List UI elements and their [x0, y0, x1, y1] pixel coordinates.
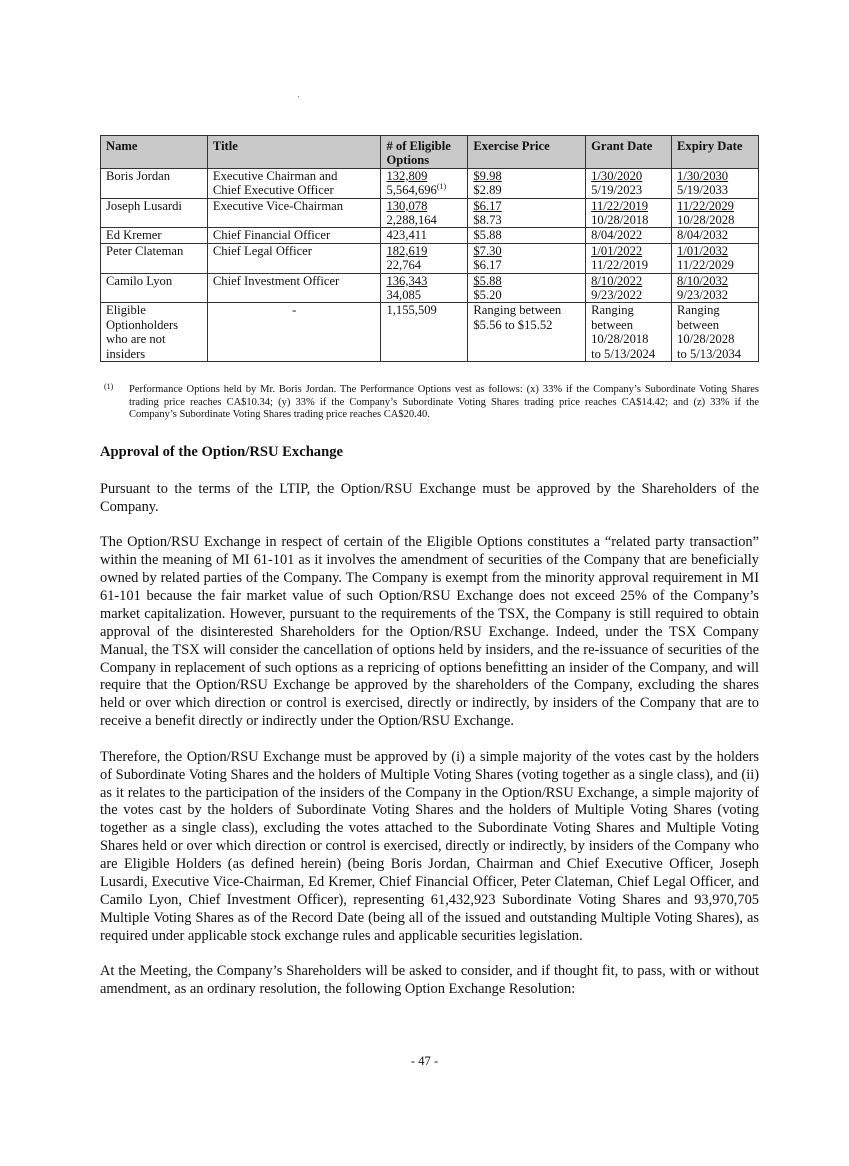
cell-options: 2,288,164 [381, 213, 468, 228]
cell-name: Joseph Lusardi [101, 198, 208, 213]
header-title: Title [207, 136, 381, 169]
cell-title: Chief Executive Officer [207, 183, 381, 198]
cell-title: Chief Investment Officer [207, 273, 381, 288]
cell-name [101, 258, 208, 273]
cell-expiry: 11/22/2029 [672, 198, 759, 213]
stray-dot [298, 96, 299, 97]
table-header-row [101, 136, 759, 169]
cell-options: 132,809 [381, 168, 468, 183]
cell-name [101, 213, 208, 228]
cell-name: Eligible Optionholders who are not insiders [101, 303, 208, 362]
header-expiry-date: Expiry Date [672, 136, 759, 169]
table-row [101, 303, 759, 362]
table-row [101, 273, 759, 288]
paragraph: At the Meeting, the Company’s Shareholders will be asked to consider, and if thought fit, to pass, with or without amendment, as an ordinary resolution, the following Option Exchange Resolution: [100, 963, 759, 998]
table-row [101, 168, 759, 183]
cell-grant: 11/22/2019 [586, 258, 672, 273]
cell-expiry: 9/23/2032 [672, 288, 759, 303]
header-exercise-price: Exercise Price [468, 136, 586, 169]
cell-options: 130,078 [381, 198, 468, 213]
cell-grant: 1/01/2022 [586, 243, 672, 258]
eligible-options-table [100, 135, 759, 362]
cell-grant: 8/10/2022 [586, 273, 672, 288]
cell-price: $5.20 [468, 288, 586, 303]
table-row [101, 228, 759, 243]
header-name: Name [101, 136, 208, 169]
footnote-mark: (1) [104, 382, 114, 391]
cell-expiry: Ranging between 10/28/2028 to 5/13/2034 [672, 303, 759, 362]
cell-grant: Ranging between 10/28/2018 to 5/13/2024 [586, 303, 672, 362]
cell-options: 1,155,509 [381, 303, 468, 362]
cell-title: Chief Financial Officer [207, 228, 381, 243]
cell-price: $5.88 [468, 273, 586, 288]
cell-price: $5.88 [468, 228, 586, 243]
footnote-text: Performance Options held by Mr. Boris Jordan. The Performance Options vest as follows: (x) 33% if the Company’s Subordinate Voting Shares trading price reaches CA$10.34; (y) 33% if the Company’s Subordinate Voting Shares trading price reaches CA$14.42; and (z) 33% if the Company’s Subordinate Voting Shares trading price reaches CA$20.40. [129, 384, 759, 421]
cell-name: Boris Jordan [101, 168, 208, 183]
cell-grant: 11/22/2019 [586, 198, 672, 213]
cell-grant: 8/04/2022 [586, 228, 672, 243]
paragraph: The Option/RSU Exchange in respect of certain of the Eligible Options constitutes a “related party transaction” within the meaning of MI 61-101 as it involves the amendment of securities of the Company that are beneficially owned by related parties of the Company. The Company is exempt from the minority approval requirement in MI 61-101 because the fair market value of such Option/RSU Exchange does not exceed 25% of the Company’s market capitalization. However, pursuant to the requirements of the TSX, the Company is still required to obtain approval of the disinterested Shareholders for the Option/RSU Exchange. Indeed, under the TSX Company Manual, the TSX will consider the cancellation of options held by insiders, and the re-issuance of securities of the Company in replacement of such options as a repricing of options benefitting an insider of the Company, and will require that the Option/RSU Exchange be approved by the shareholders of the Company, excluding the shares held or over which direction or control is exercised, directly or indirectly, by insiders of the Company that are to receive a benefit directly or indirectly under the Option/RSU Exchange. [100, 534, 759, 730]
cell-grant: 1/30/2020 [586, 168, 672, 183]
cell-price: $9.98 [468, 168, 586, 183]
cell-title: - [207, 303, 381, 362]
paragraph: Pursuant to the terms of the LTIP, the Option/RSU Exchange must be approved by the Shareholders of the Company. [100, 480, 759, 515]
cell-price: $2.89 [468, 183, 586, 198]
table-row [101, 198, 759, 213]
cell-grant: 5/19/2023 [586, 183, 672, 198]
cell-grant: 10/28/2018 [586, 213, 672, 228]
section-heading: Approval of the Option/RSU Exchange [100, 444, 343, 460]
approval-section [100, 444, 759, 1016]
header-eligible-options: # of Eligible Options [381, 136, 468, 169]
cell-title [207, 288, 381, 303]
cell-expiry: 11/22/2029 [672, 258, 759, 273]
cell-name: Peter Clateman [101, 243, 208, 258]
cell-name: Ed Kremer [101, 228, 208, 243]
cell-options: 22,764 [381, 258, 468, 273]
cell-price: $6.17 [468, 258, 586, 273]
table-row [101, 183, 759, 198]
cell-title: Executive Vice-Chairman [207, 198, 381, 213]
paragraph: Therefore, the Option/RSU Exchange must be approved by (i) a simple majority of the votes cast by the holders of Subordinate Voting Shares and the holders of Multiple Voting Shares (voting together as a single class), and (ii) as it relates to the participation of the insiders of the Company in the Option/RSU Exchange, a simple majority of the votes cast by the holders of Subordinate Voting Shares and the holders of Multiple Voting Shares (voting together as a single class), excluding the votes attached to the Subordinate Voting Shares and Multiple Voting Shares held or over which direction or control is exercised, directly or indirectly, by insiders of the Company who are Eligible Holders (as defined herein) (being Boris Jordan, Chairman and Chief Executive Officer, Joseph Lusardi, Executive Vice-Chairman, Ed Kremer, Chief Financial Officer, Peter Clateman, Chief Legal Officer, and Camilo Lyon, Chief Investment Officer), representing 61,432,923 Subordinate Voting Shares and 93,970,705 Multiple Voting Shares as of the Record Date (being all of the issued and outstanding Multiple Voting Shares), as required under applicable stock exchange rules and applicable securities legislation. [100, 748, 759, 944]
cell-price: $8.73 [468, 213, 586, 228]
cell-options: 136,343 [381, 273, 468, 288]
cell-expiry: 10/28/2028 [672, 213, 759, 228]
cell-title [207, 213, 381, 228]
cell-expiry: 1/30/2030 [672, 168, 759, 183]
page-number: - 47 - [410, 1054, 439, 1068]
cell-grant: 9/23/2022 [586, 288, 672, 303]
table-footnote [100, 384, 759, 422]
cell-title: Executive Chairman and [207, 168, 381, 183]
table-row [101, 288, 759, 303]
cell-expiry: 5/19/2033 [672, 183, 759, 198]
table-row [101, 213, 759, 228]
cell-options: 34,085 [381, 288, 468, 303]
cell-price: $6.17 [468, 198, 586, 213]
table-row [101, 243, 759, 258]
cell-options: 5,564,696$^{(1)}$ [381, 183, 468, 198]
cell-expiry: 8/10/2032 [672, 273, 759, 288]
header-grant-date: Grant Date [586, 136, 672, 169]
table-row [101, 258, 759, 273]
cell-expiry: 1/01/2032 [672, 243, 759, 258]
cell-price: Ranging between $5.56 to $15.52 [468, 303, 586, 362]
cell-price: $7.30 [468, 243, 586, 258]
cell-options: 423,411 [381, 228, 468, 243]
cell-name [101, 288, 208, 303]
cell-expiry: 8/04/2032 [672, 228, 759, 243]
cell-options: 182,619 [381, 243, 468, 258]
cell-title: Chief Legal Officer [207, 243, 381, 258]
cell-title [207, 258, 381, 273]
footnote-ref: (1) [436, 182, 447, 192]
cell-name: Camilo Lyon [101, 273, 208, 288]
cell-name [101, 183, 208, 198]
